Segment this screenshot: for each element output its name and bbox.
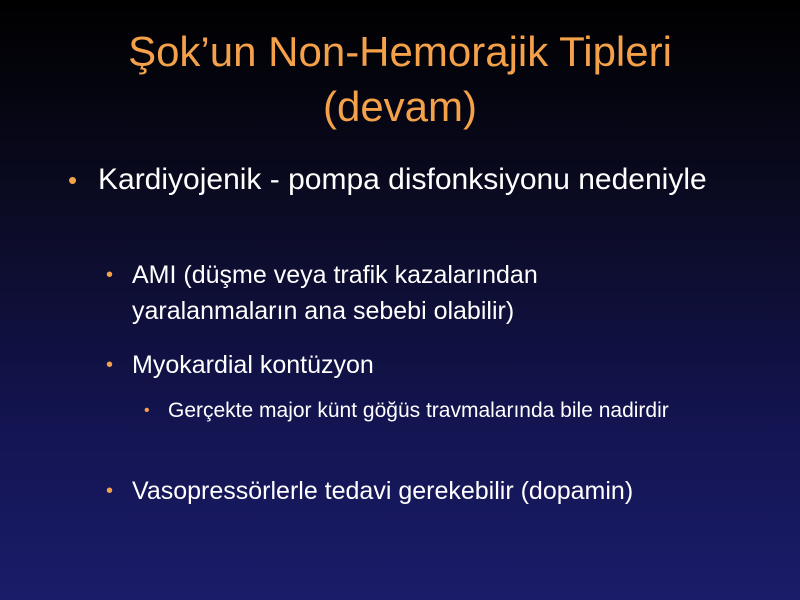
bullet-level2-ami bbox=[106, 257, 706, 329]
bullet-dot-icon: • bbox=[144, 402, 150, 419]
bullet-text: AMI (düşme veya trafik kazalarından yaralanmaların ana sebebi olabilir) bbox=[132, 261, 538, 325]
bullet-text: Gerçekte major künt göğüs travmalarında bile nadirdir bbox=[168, 399, 669, 422]
bullet-dot-icon: • bbox=[68, 165, 78, 195]
bullet-level1-cardiogenic bbox=[68, 160, 708, 200]
bullet-text: Myokardial kontüzyon bbox=[132, 351, 374, 379]
slide-title-line-2: (devam) bbox=[322, 83, 478, 130]
bullet-dot-icon: • bbox=[106, 480, 114, 502]
bullet-dot-icon: • bbox=[106, 354, 114, 376]
slide-title bbox=[40, 24, 760, 134]
bullet-text: Kardiyojenik - pompa disfonksiyonu nedeniyle bbox=[98, 163, 707, 196]
bullet-level3-rare bbox=[144, 393, 744, 428]
bullet-level2-contusion bbox=[106, 347, 706, 383]
slide-title-line-1: Şok’un Non-Hemorajik Tipleri bbox=[128, 28, 672, 75]
bullet-dot-icon: • bbox=[106, 264, 114, 286]
bullet-text: Vasopressörlerle tedavi gerekebilir (dopamin) bbox=[132, 477, 634, 505]
bullet-level2-vasopressors bbox=[106, 473, 706, 509]
